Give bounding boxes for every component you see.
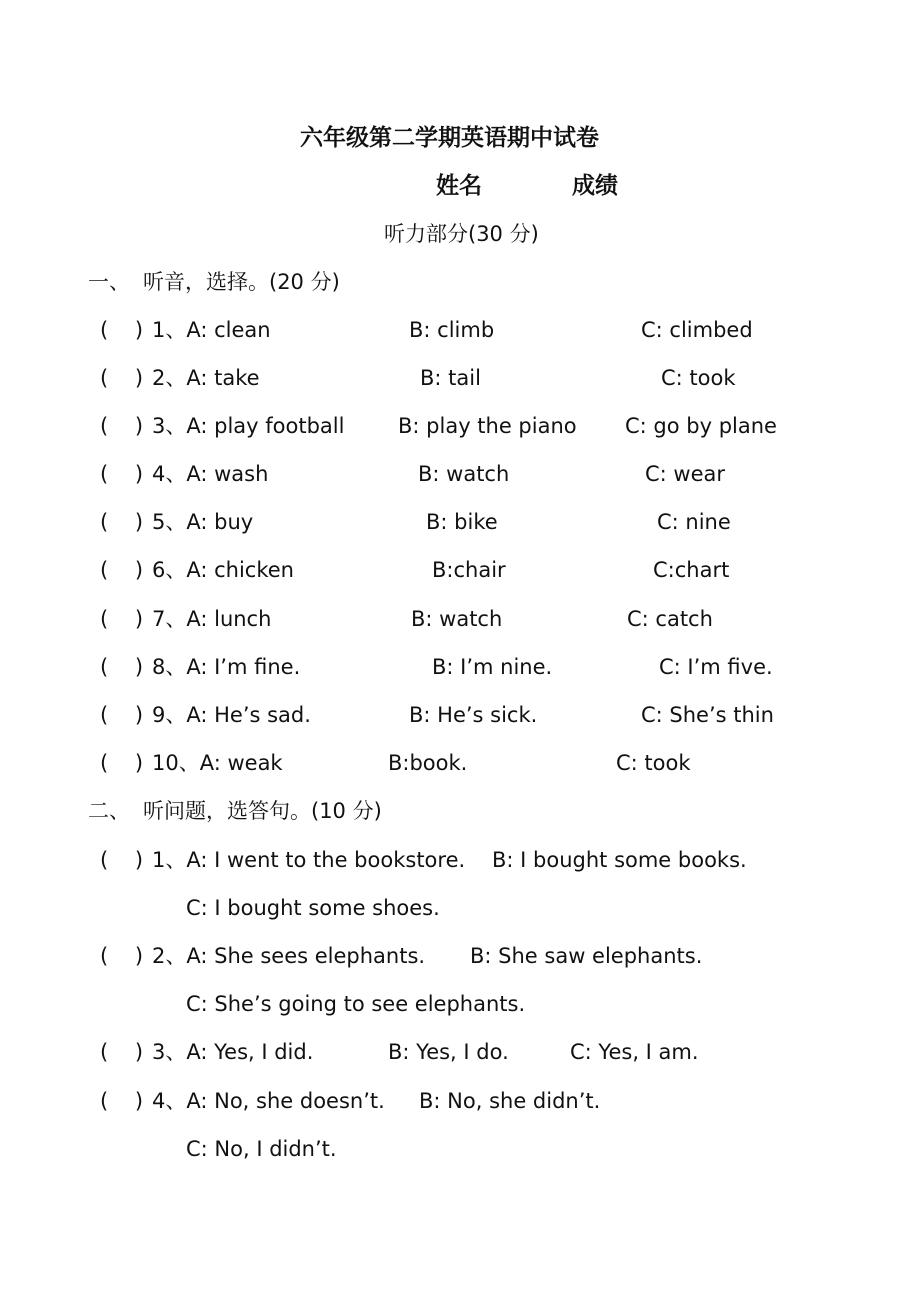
option-b: B: bike	[426, 510, 498, 534]
option-b: B: climb	[409, 318, 495, 342]
option-c: C: go by plane	[625, 414, 777, 438]
option-a: 4、A: wash	[152, 462, 269, 486]
answer-blank: ( )	[100, 655, 144, 679]
option-a: 7、A: lunch	[152, 607, 272, 631]
answer-blank: ( )	[100, 414, 144, 438]
exam-title: 六年级第二学期英语期中试卷	[300, 125, 599, 151]
answer-blank: ( )	[100, 703, 144, 727]
section2-number: 二、	[88, 799, 130, 823]
option-b: B: watch	[418, 462, 510, 486]
score-label: 成绩	[572, 173, 618, 199]
option-b: B: tail	[420, 366, 481, 390]
option-a: 3、A: Yes, I did.	[152, 1040, 314, 1064]
option-a: 6、A: chicken	[152, 558, 294, 582]
section1-heading: 听音，选择。(20 分)	[143, 270, 340, 294]
option-a: 1、A: I went to the bookstore.	[152, 848, 466, 872]
option-a: 2、A: take	[152, 366, 260, 390]
option-c: C: took	[661, 366, 736, 390]
option-b: B: watch	[411, 607, 503, 631]
option-c: C:chart	[653, 558, 730, 582]
answer-blank: ( )	[100, 848, 144, 872]
section2-heading: 听问题，选答句。(10 分)	[143, 799, 382, 823]
option-c: C: took	[616, 751, 691, 775]
part-heading: 听力部分(30 分)	[384, 222, 539, 246]
option-a: 10、A: weak	[152, 751, 283, 775]
answer-blank: ( )	[100, 1089, 144, 1113]
option-b: B: play the piano	[398, 414, 577, 438]
option-a: 9、A: He’s sad.	[152, 703, 311, 727]
option-c: C: wear	[645, 462, 726, 486]
option-a: 8、A: I’m fine.	[152, 655, 301, 679]
answer-blank: ( )	[100, 510, 144, 534]
name-label: 姓名	[436, 173, 482, 199]
option-c: C: nine	[657, 510, 731, 534]
answer-blank: ( )	[100, 944, 144, 968]
answer-blank: ( )	[100, 318, 144, 342]
option-a: 3、A: play football	[152, 414, 345, 438]
section1-number: 一、	[88, 270, 130, 294]
option-c: C: I’m five.	[659, 655, 773, 679]
answer-blank: ( )	[100, 1040, 144, 1064]
answer-blank: ( )	[100, 366, 144, 390]
answer-blank: ( )	[100, 607, 144, 631]
option-c: C: No, I didn’t.	[186, 1137, 337, 1161]
option-b: B:chair	[432, 558, 506, 582]
option-a: 1、A: clean	[152, 318, 271, 342]
option-c: C: She’s going to see elephants.	[186, 992, 526, 1016]
option-a: 2、A: She sees elephants.	[152, 944, 426, 968]
option-b: B: I’m nine.	[432, 655, 553, 679]
answer-blank: ( )	[100, 462, 144, 486]
option-b: B: No, she didn’t.	[419, 1089, 601, 1113]
option-c: C: catch	[627, 607, 713, 631]
answer-blank: ( )	[100, 751, 144, 775]
option-c: C: I bought some shoes.	[186, 896, 440, 920]
option-a: 4、A: No, she doesn’t.	[152, 1089, 385, 1113]
option-a: 5、A: buy	[152, 510, 254, 534]
option-b: B: I bought some books.	[492, 848, 747, 872]
option-b: B: She saw elephants.	[470, 944, 703, 968]
answer-blank: ( )	[100, 558, 144, 582]
option-b: B: Yes, I do.	[388, 1040, 509, 1064]
option-c: C: Yes, I am.	[570, 1040, 699, 1064]
option-c: C: climbed	[641, 318, 753, 342]
option-b: B:book.	[388, 751, 468, 775]
option-c: C: She’s thin	[641, 703, 774, 727]
option-b: B: He’s sick.	[409, 703, 538, 727]
